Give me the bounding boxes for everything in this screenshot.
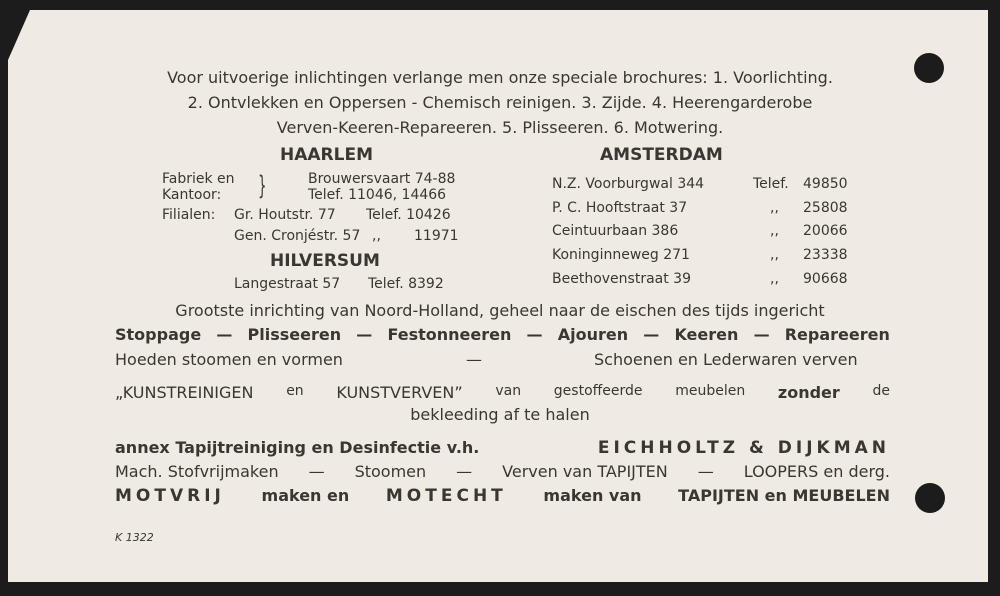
filialen-label: Filialen: (162, 207, 216, 223)
mot-line (115, 486, 890, 506)
annex-prefix: annex Tapijtreiniging en Desinfectie v.h. (115, 438, 480, 457)
service-dash-2: — (356, 325, 373, 344)
kunst-word-4: van (495, 383, 522, 399)
kunst-word-2: en (286, 383, 304, 399)
haarlem-heading: HAARLEM (280, 145, 373, 165)
service-ajouren: Ajouren (557, 325, 629, 344)
mach-word-5: Verven van TAPIJTEN (502, 462, 668, 481)
service-dash-4: — (643, 325, 660, 344)
mot-word-4: maken van (543, 486, 642, 505)
kunst-word-8: de (872, 383, 890, 399)
mach-word-7: LOOPERS en derg. (743, 462, 890, 481)
mach-word-1: Mach. Stofvrijmaken (115, 462, 279, 481)
service-dash-1: — (216, 325, 233, 344)
amsterdam-street-1: N.Z. Voorburgwal 344 (552, 176, 705, 192)
filiaal1-street: Gr. Houtstr. 77 (234, 207, 336, 223)
amsterdam-label-1: Telef. (753, 176, 789, 192)
mot-word-5: TAPIJTEN en MEUBELEN (678, 486, 890, 505)
filiaal2-phone: 11971 (414, 228, 459, 244)
form-code: K 1322 (115, 531, 154, 544)
amsterdam-label-4: ,, (770, 247, 779, 263)
brace-icon: } (258, 171, 267, 201)
amsterdam-phone-5: 90668 (803, 271, 848, 287)
intro-line-2: 2. Ontvlekken en Oppersen - Chemisch reinigen. 3. Zijde. 4. Heerengarderobe (187, 93, 813, 112)
services-line (115, 325, 890, 344)
kunst-line (115, 383, 890, 402)
fabriek-label: Fabriek en (162, 171, 235, 187)
amsterdam-label-5: ,, (770, 271, 779, 287)
kantoor-label: Kantoor: (162, 187, 222, 203)
kunst-word-3: KUNSTVERVEN” (336, 383, 463, 402)
mach-word-4: — (456, 462, 473, 481)
annex-firm: EICHHOLTZ & DIJKMAN (597, 438, 890, 458)
intro-line-1: Voor uitvoerige inlichtingen verlange men onze speciale brochures: 1. Voorlichting. (167, 68, 833, 87)
mot-word-1: MOTVRIJ (115, 486, 225, 506)
intro-line-3: Verven-Keeren-Repareeren. 5. Plisseeren. 6. Motwering. (276, 118, 724, 137)
hilversum-heading: HILVERSUM (270, 251, 380, 271)
bekleeding-line: bekleeding af te halen (410, 405, 590, 424)
service-repareeren: Repareeren (784, 325, 890, 344)
amsterdam-label-2: ,, (770, 200, 779, 216)
punch-hole-bottom (915, 483, 945, 513)
mach-word-3: Stoomen (354, 462, 427, 481)
mach-word-2: — (308, 462, 325, 481)
hoeden-left: Hoeden stoomen en vormen (115, 350, 343, 369)
kunst-word-6: meubelen (675, 383, 746, 399)
amsterdam-phone-3: 20066 (803, 223, 848, 239)
amsterdam-street-5: Beethovenstraat 39 (552, 271, 691, 287)
amsterdam-street-4: Koninginneweg 271 (552, 247, 690, 263)
mach-line (115, 462, 890, 481)
service-keeren: Keeren (674, 325, 739, 344)
mot-word-3: MOTECHT (385, 486, 507, 506)
amsterdam-heading: AMSTERDAM (600, 145, 723, 165)
filiaal2-street: Gen. Cronjéstr. 57 (234, 228, 361, 244)
hoeden-dash: — (466, 350, 482, 369)
service-stoppage: Stoppage (115, 325, 202, 344)
amsterdam-street-3: Ceintuurbaan 386 (552, 223, 679, 239)
filiaal2-ditto: ,, (372, 228, 381, 244)
kunst-word-7: zonder (777, 383, 840, 402)
amsterdam-phone-2: 25808 (803, 200, 848, 216)
amsterdam-label-3: ,, (770, 223, 779, 239)
amsterdam-phone-4: 23338 (803, 247, 848, 263)
haarlem-address: Brouwersvaart 74-88 (308, 171, 456, 187)
kunst-word-1: „KUNSTREINIGEN (115, 383, 254, 402)
mach-word-6: — (697, 462, 714, 481)
filiaal1-phone: Telef. 10426 (366, 207, 451, 223)
hilversum-street: Langestraat 57 (234, 276, 341, 292)
service-dash-3: — (526, 325, 543, 344)
amsterdam-street-2: P. C. Hooftstraat 37 (552, 200, 688, 216)
service-festonneeren: Festonneeren (387, 325, 512, 344)
hoeden-right: Schoenen en Lederwaren verven (594, 350, 858, 369)
grootste-line: Grootste inrichting van Noord-Holland, geheel naar de eischen des tijds ingericht (175, 301, 825, 320)
mot-word-2: maken en (261, 486, 350, 505)
amsterdam-phone-1: 49850 (803, 176, 848, 192)
haarlem-address-phone: Telef. 11046, 14466 (308, 187, 447, 203)
service-plisseeren: Plisseeren (247, 325, 342, 344)
kunst-word-5: gestoffeerde (553, 383, 643, 399)
annex-line (115, 438, 890, 458)
service-dash-5: — (753, 325, 770, 344)
hilversum-phone: Telef. 8392 (368, 276, 444, 292)
